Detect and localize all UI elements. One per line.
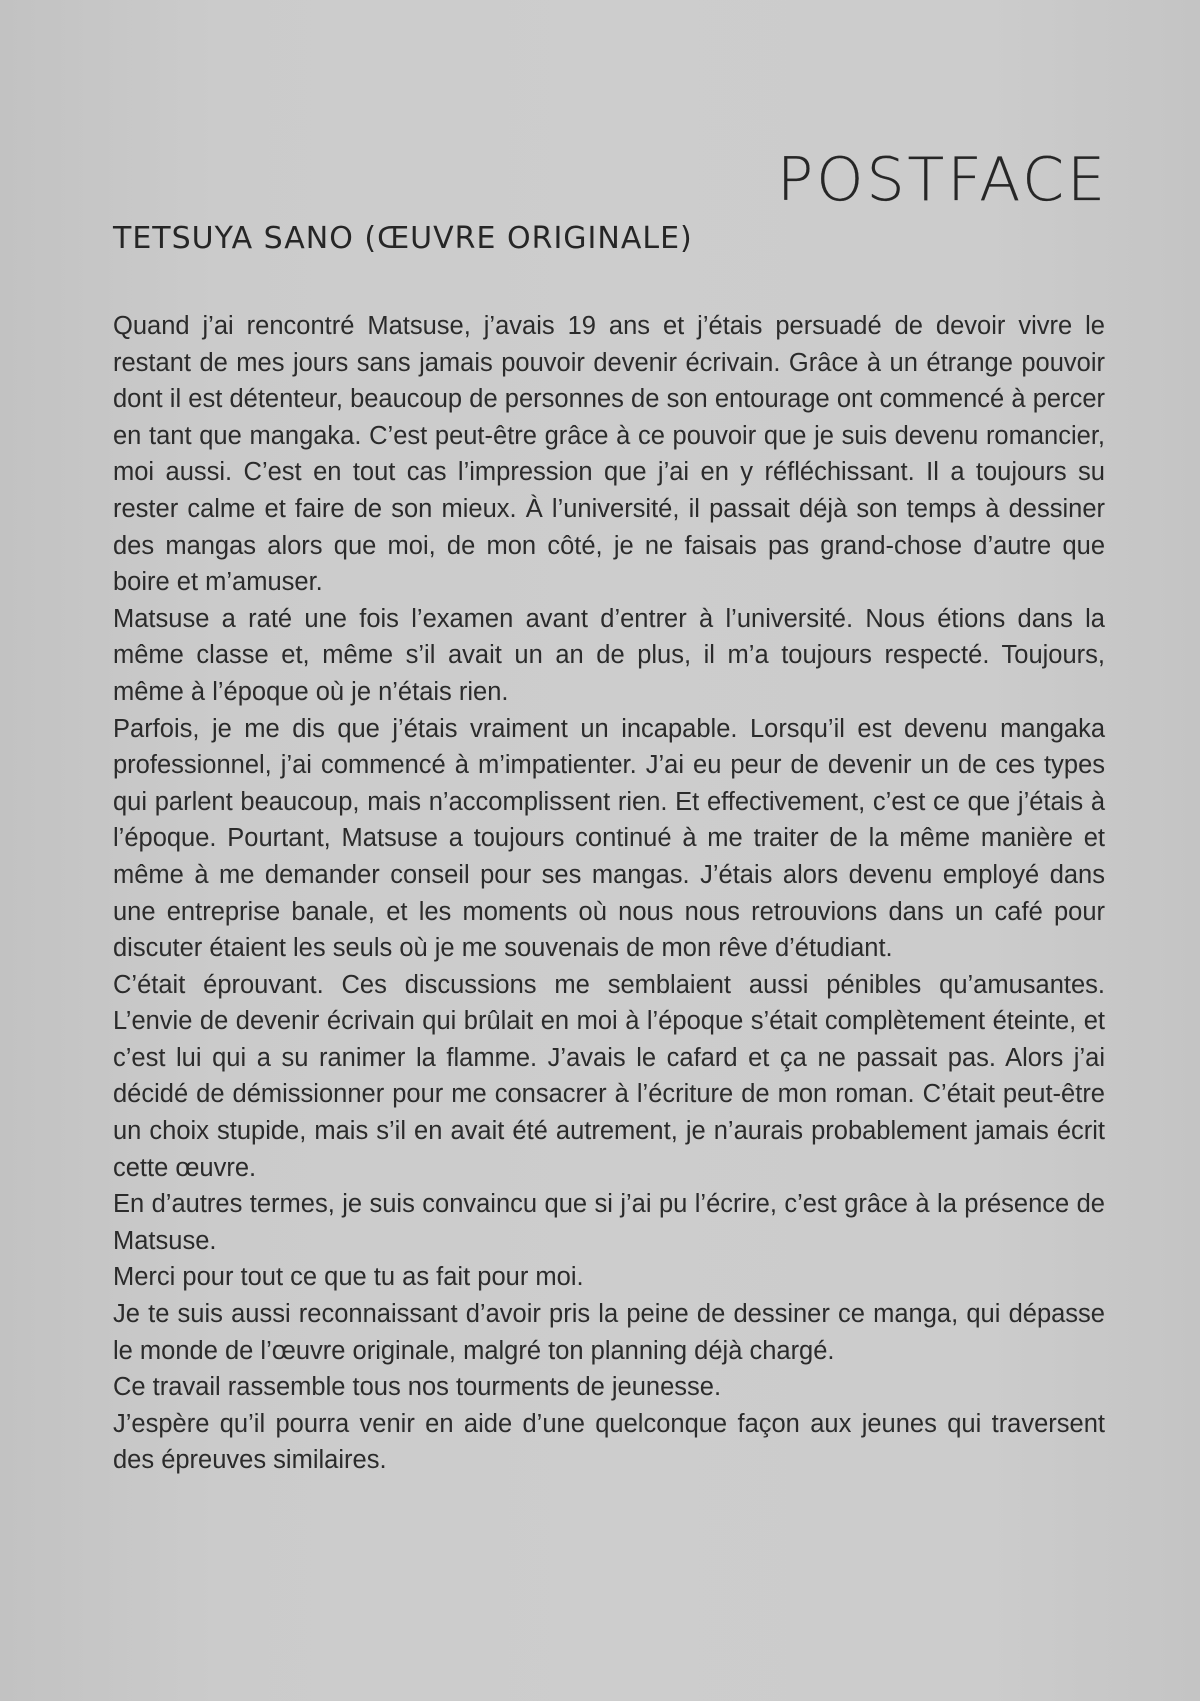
paragraph-8: Ce travail rassemble tous nos tourments de jeunesse.	[113, 1373, 722, 1402]
paragraph-5: En d’autres termes, je suis convaincu que si j’ai pu l’écrire, c’est grâce à la présence de Matsuse.	[113, 1190, 1105, 1255]
paragraph-7: Je te suis aussi reconnaissant d’avoir pris la peine de dessiner ce manga, qui dépasse le monde de l’œuvre originale, malgré ton planning déjà chargé.	[113, 1300, 1105, 1365]
author-heading: TETSUYA SANO (ŒUVRE ORIGINALE)	[113, 221, 693, 256]
paragraph-4: C’était éprouvant. Ces discussions me semblaient aussi pénibles qu’amusantes. L’envie de devenir écrivain qui brûlait en moi à l’époque s’était complètement éteinte, et c’est lui qui a su ranimer la flamme. J’avais le cafard et ça ne passait pas. Alors j’ai décidé de démissionner pour me consacrer à l’écriture de mon roman. C’était peut-être un choix stupide, mais s’il en avait été autrement, je n’aurais probablement jamais écrit cette œuvre.	[113, 970, 1105, 1182]
paragraph-9: J’espère qu’il pourra venir en aide d’une quelconque façon aux jeunes qui traversent des épreuves similaires.	[113, 1409, 1105, 1475]
page-title: POSTFACE	[777, 145, 1108, 215]
paragraph-3: Parfois, je me dis que j’étais vraiment un incapable. Lorsqu’il est devenu mangaka professionnel, j’ai commencé à m’impatienter. J’ai eu peur de devenir un de ces types qui parlent beaucoup, mais n’accomplissent rien. Et effectivement, c’est ce que j’étais à l’époque. Pourtant, Matsuse a toujours continué à me traiter de la même manière et même à me demander conseil pour ses mangas. J’étais alors devenu employé dans une entreprise banale, et les moments où nous nous retrouvions dans un café pour discuter étaient les seuls où je me souvenais de mon rêve d’étudiant.	[113, 714, 1105, 963]
postface-body	[113, 308, 1105, 1479]
paragraph-1: Quand j’ai rencontré Matsuse, j’avais 19 ans et j’étais persuadé de devoir vivre le restant de mes jours sans jamais pouvoir devenir écrivain. Grâce à un étrange pouvoir dont il est détenteur, beaucoup de personnes de son entourage ont commencé à percer en tant que mangaka. C’est peut-être grâce à ce pouvoir que je suis devenu romancier, moi aussi. C’est en tout cas l’impression que j’ai en y réfléchissant. Il a toujours su rester calme et faire de son mieux. À l’université, il passait déjà son temps à dessiner des mangas alors que moi, de mon côté, je ne faisais pas grand-chose d’autre que boire et m’amuser.	[113, 312, 1105, 597]
paragraph-6: Merci pour tout ce que tu as fait pour moi.	[113, 1263, 584, 1292]
paragraph-2: Matsuse a raté une fois l’examen avant d’entrer à l’université. Nous étions dans la même classe et, même s’il avait un an de plus, il m’a toujours respecté. Toujours, même à l’époque où je n’étais rien.	[113, 604, 1105, 706]
